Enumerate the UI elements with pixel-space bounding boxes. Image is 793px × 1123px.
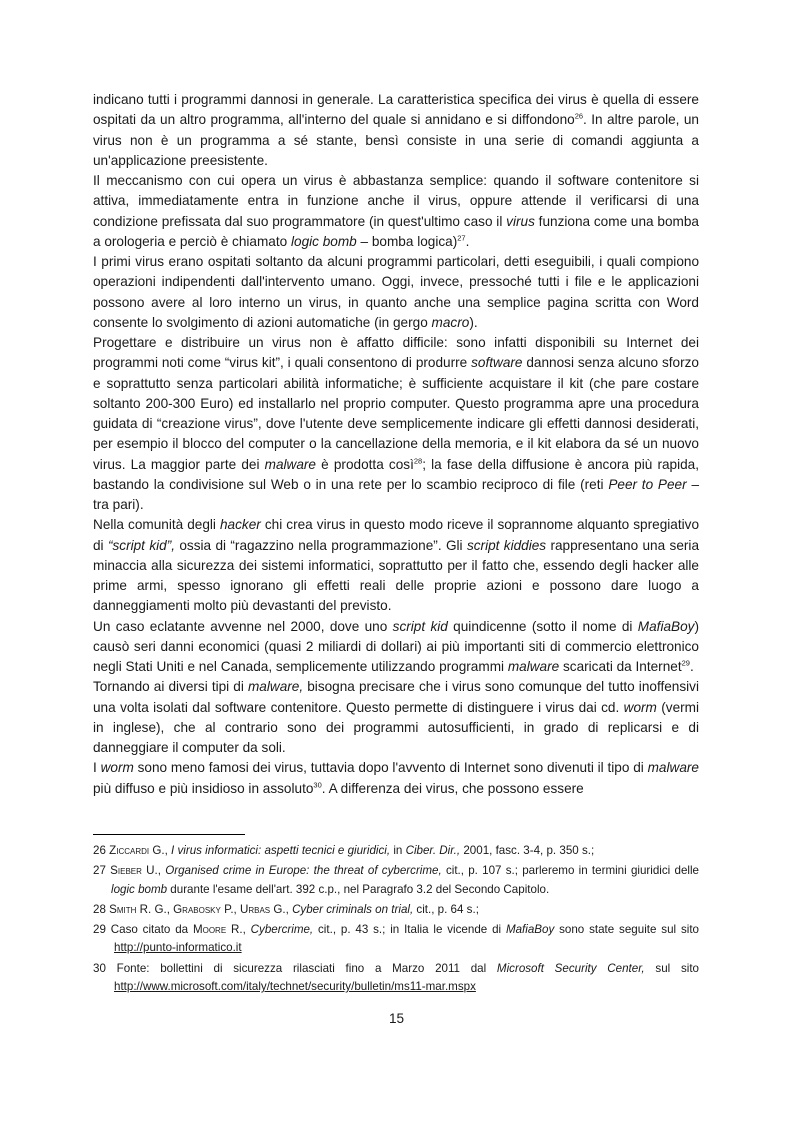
footnote-30: 30 Fonte: bollettini di sicurezza rilasciati fino a Marzo 2011 dal Microsoft Security Center, sul sito http://www.microsoft.com/italy/technet/security/bulletin/ms11-mar.mspx xyxy=(93,961,699,994)
footnote-27: 27 Sieber U., Organised crime in Europe: the threat of cybercrime, cit., p. 107 s.; parleremo in termini giuridici delle logic bomb durante l'esame dell'art. 392 c.p., nel Paragrafo 3.2 del Secondo Capitolo. xyxy=(93,864,699,896)
paragraph-2: Il meccanismo con cui opera un virus è abbastanza semplice: quando il software contenitore si attiva, immediatamente entra in funzione anche il virus, oppure attende il verificarsi di una condizione prefissata dal suo programmatore (in quest'ultimo caso il virus funziona come una bomba a orologeria e perciò è chiamato logic bomb – bomba logica)$^{27}$. xyxy=(93,173,699,249)
main-text xyxy=(93,90,699,799)
paragraph-6: Un caso eclatante avvenne nel 2000, dove uno script kid quindicenne (sotto il nome di MafiaBoy) causò seri danni economici (quasi 2 miliardi di dollari) ai più importanti siti di commercio elettronico negli Stati Uniti e nel Canada, semplicemente utilizzando programmi malware scaricati da Internet$^{29}$. xyxy=(93,618,699,674)
footnote-ref-28[interactable]: 28 xyxy=(413,455,423,465)
footnote-29: 29 Caso citato da Moore R., Cybercrime, cit., p. 43 s.; in Italia le vicende di MafiaBoy sono state seguite sul sito http://punto-informatico.it xyxy=(93,923,699,955)
paragraph-1: indicano tutti i programmi dannosi in generale. La caratteristica specifica dei virus è quella di essere ospitati da un altro programma, all'interno del quale si annidano e si diffondono$^{26}$. In altre parole, un virus non è un programma a sé stante, bensì consiste in una serie di comandi aggiunta a un'applicazione preesistente. xyxy=(93,92,699,168)
paragraph-3: I primi virus erano ospitati soltanto da alcuni programmi particolari, detti eseguibili, i quali compiono operazioni indipendenti dall'intervento umano. Oggi, invece, pressoché tutti i file e le applicazioni possono avere al loro interno un virus, in quanto anche una semplice pagina scritta con Word consente lo svolgimento di azioni automatiche (in gergo macro). xyxy=(93,254,699,330)
paragraph-5: Nella comunità degli hacker chi crea virus in questo modo riceve il soprannome alquanto spregiativo di “script kid”, ossia di “ragazzino nella programmazione”. Gli script kiddies rappresentano una seria minaccia alla sicurezza dei sistemi informatici, soprattutto per il fatto che, essendo degli hacker alle prime armi, spesso ignorano gli effetti reali delle proprie azioni e possono dare luogo a danneggiamenti molto più devastanti del previsto. xyxy=(93,517,700,614)
footnote-ref-27[interactable]: 27 xyxy=(457,233,466,243)
footnote-ref-30[interactable]: 30 xyxy=(313,779,322,789)
microsoft-bulletin-link[interactable]: http://www.microsoft.com/italy/technet/security/bulletin/ms11-mar.mspx xyxy=(114,980,476,994)
paragraph-4: Progettare e distribuire un virus non è affatto difficile: sono infatti disponibili su Internet dei programmi noti come “virus kit”, i quali consentono di produrre software dannosi senza alcuno sforzo e soprattutto senza particolari abilità informatiche; è sufficiente acquistare il kit (che pare costare soltanto 200-300 Euro) ed installarlo nel proprio computer. Questo programma apre una procedura guidata di “creazione virus”, dove l'utente deve semplicemente indicare gli effetti dannosi desiderati, per esempio il blocco del computer o la cancellazione della memoria, e il kit elabora da sé un nuovo virus. La maggior parte dei malware è prodotta così$^{28}$; la fase della diffusione è ancora più rapida, bastando la condivisione sul Web o in una rete per lo scambio reciproco di file (reti Peer to Peer – tra pari). xyxy=(93,335,700,512)
paragraph-8: I worm sono meno famosi dei virus, tuttavia dopo l'avvento di Internet sono divenuti il tipo di malware più diffuso e più insidioso in assoluto$^{30}$. A differenza dei virus, che possono essere xyxy=(93,760,699,796)
page-number: 15 xyxy=(388,1011,405,1026)
paragraph-7: Tornando ai diversi tipi di malware, bisogna precisare che i virus sono comunque del tutto inoffensivi una volta isolati dal software contenitore. Questo permette di distinguere i virus dai cd. worm (vermi in inglese), che al contrario sono dei programmi autosufficienti, in grado di replicarsi e di danneggiare il computer da soli. xyxy=(93,679,700,755)
footnote-ref-26[interactable]: 26 xyxy=(574,111,584,121)
footnote-26: 26 Ziccardi G., I virus informatici: aspetti tecnici e giuridici, in Ciber. Dir., 2001, fasc. 3-4, p. 350 s.; xyxy=(93,844,595,857)
footnotes xyxy=(93,842,699,998)
footnote-ref-29[interactable]: 29 xyxy=(681,658,690,668)
footnote-separator xyxy=(93,834,245,835)
punto-informatico-link[interactable]: http://punto-informatico.it xyxy=(114,941,242,955)
footnote-28: 28 Smith R. G., Grabosky P., Urbas G., Cyber criminals on trial, cit., p. 64 s.; xyxy=(93,902,479,916)
